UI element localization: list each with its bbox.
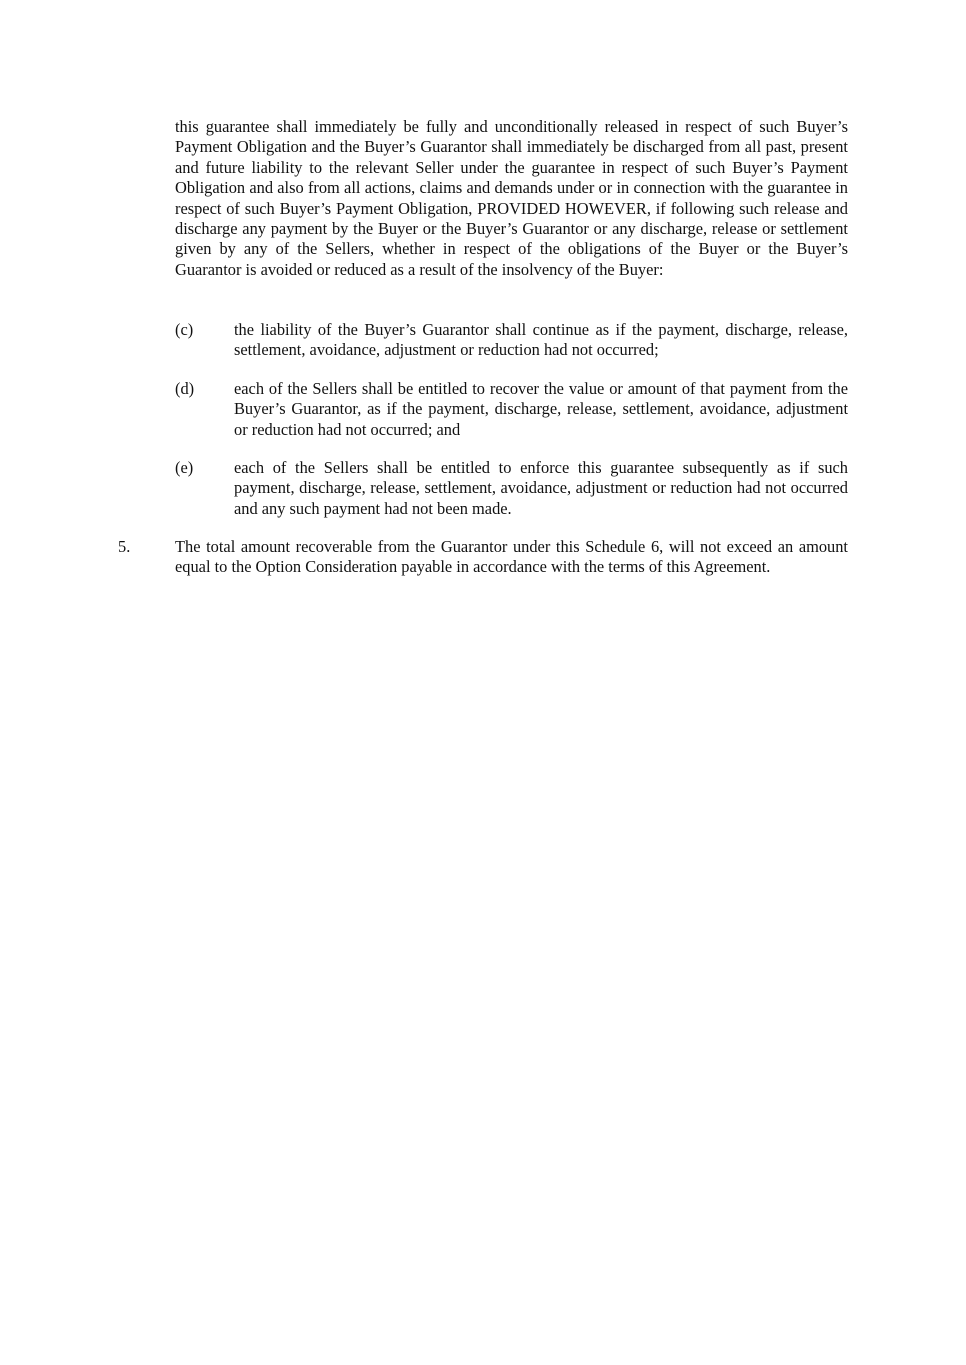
clause-text: The total amount recoverable from the Guarantor under this Schedule 6, will not exceed an amount equal to the Option Consideration payable in accordance with the terms of this Agreement. bbox=[175, 537, 848, 577]
sub-clause-text: each of the Sellers shall be entitled to recover the value or amount of that payment from the Buyer’s Guarantor, as if the payment, discharge, release, settlement, avoidance, adjustment or reduction had not occurred; and bbox=[234, 379, 848, 439]
sub-clause-label: (d) bbox=[175, 379, 195, 398]
sub-clause-label: (e) bbox=[175, 458, 194, 477]
sub-clause-text: the liability of the Buyer’s Guarantor shall continue as if the payment, discharge, release, settlement, avoidance, adjustment or reduction had not occurred; bbox=[234, 320, 848, 360]
sub-clause-label: (c) bbox=[175, 320, 194, 339]
clause-number: 5. bbox=[118, 537, 131, 556]
sub-clause-text: each of the Sellers shall be entitled to enforce this guarantee subsequently as if such payment, discharge, release, settlement, avoidance, adjustment or reduction had not occurred and any such payment had not been made. bbox=[234, 458, 848, 518]
intro-paragraph: this guarantee shall immediately be fully and unconditionally released in respect of such Buyer’s Payment Obligation and the Buyer’s Guarantor shall immediately be discharged from all past, present and future liability to the relevant Seller under the guarantee in respect of such Buyer’s Payment Obligation and also from all actions, claims and demands under or in connection with the guarantee in respect of such Buyer’s Payment Obligation, PROVIDED HOWEVER, if following such release and discharge any payment by the Buyer or the Buyer’s Guarantor or any discharge, release or settlement given by any of the Sellers, whether in respect of the obligations of the Buyer or the Buyer’s Guarantor is avoided or reduced as a result of the insolvency of the Buyer: bbox=[175, 117, 848, 279]
